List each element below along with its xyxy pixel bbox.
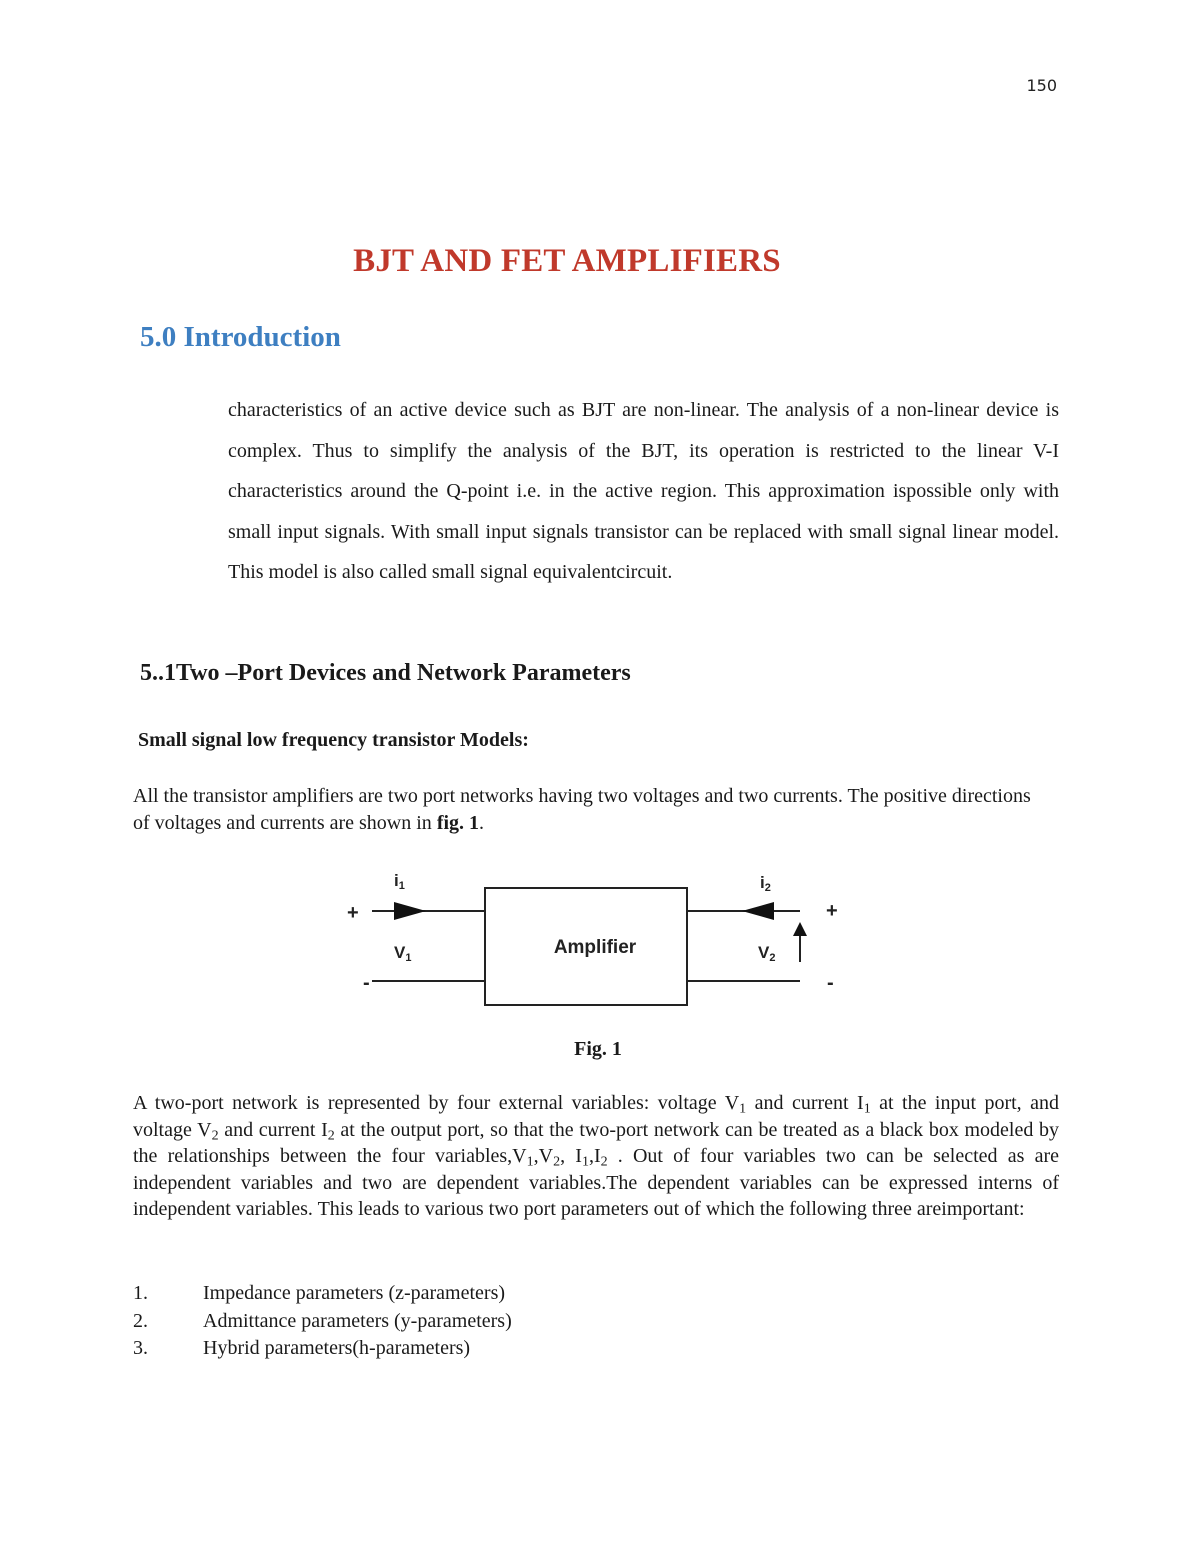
- amplifier-label: Amplifier: [553, 937, 637, 958]
- output-voltage-arrow-icon: [793, 922, 807, 936]
- para2-text: ,V: [533, 1145, 554, 1167]
- input-minus-sign: -: [363, 972, 370, 994]
- para2-text: ,I: [588, 1145, 601, 1167]
- page-number: 150: [1026, 76, 1057, 95]
- input-current-label: i1: [394, 871, 405, 892]
- section-heading-introduction: 5.0 Introduction: [140, 321, 341, 353]
- para2-text: at the input port, and voltage V: [133, 1092, 1060, 1141]
- input-plus-sign: +: [347, 902, 359, 924]
- para2-subscript: 1: [739, 1101, 747, 1117]
- body-paragraph: [133, 783, 1033, 837]
- intro-paragraph: characteristics of an active device such as BJT are non-linear. The analysis of a non-linear device is complex. Thus to simplify the analysis of the BJT, its operation is restricted to the linear V-I characteristics around the Q-point i.e. in the active region. This approximation ispossible only with small input signals. With small input signals transistor can be replaced with small signal linear model. This model is also called small signal equivalentcircuit.: [228, 399, 1059, 584]
- para2-subscript: 1: [863, 1101, 871, 1117]
- output-plus-sign: +: [826, 900, 838, 922]
- figure-reference: fig. 1: [436, 812, 480, 834]
- para2-subscript: 2: [211, 1128, 219, 1143]
- para2-subscript: 1: [581, 1154, 589, 1170]
- para2-text: at the output port, so that the two-port network can be treated as a black box modeled by the relationships between the four variables,V: [133, 1118, 1060, 1167]
- list-item-label: Impedance parameters (z-parameters): [203, 1282, 506, 1304]
- para2-text: and current I: [746, 1092, 864, 1114]
- para2-text: . Out of four variables two can be selected as are independent variables and two are dependent variables.The dependent variables can be expressed interns of independent variables. This leads to various two port parameters out of which the following three areimportant:: [133, 1145, 1059, 1220]
- para2-text: , I: [560, 1145, 582, 1167]
- output-current-label: i2: [760, 873, 771, 894]
- list-item-number: 1.: [133, 1282, 148, 1304]
- para2-subscript: 1: [526, 1154, 534, 1170]
- input-voltage-label: V1: [394, 943, 412, 964]
- input-current-arrow-icon: [394, 902, 426, 920]
- output-current-arrow-icon: [742, 902, 774, 920]
- para2-subscript: 2: [553, 1154, 561, 1170]
- body-text-after: .: [479, 812, 485, 834]
- para2-text: A two-port network is represented by four external variables: voltage V: [133, 1092, 740, 1114]
- sub-subheading-models: Small signal low frequency transistor Models:: [138, 729, 529, 751]
- list-item-number: 3.: [133, 1337, 148, 1359]
- list-item: [133, 1308, 512, 1336]
- two-port-figure: [330, 858, 870, 1018]
- list-item: [133, 1335, 512, 1363]
- body-text-before: All the transistor amplifiers are two port networks having two voltages and two currents. The positive directions of voltages and currents are shown in: [133, 785, 1031, 834]
- para2-subscript: 2: [600, 1154, 608, 1170]
- list-item-label: Hybrid parameters(h-parameters): [203, 1337, 471, 1359]
- output-voltage-label: V2: [758, 943, 776, 964]
- figure-caption: Fig. 1: [574, 1038, 622, 1060]
- subsection-heading-two-port: 5..1Two –Port Devices and Network Parameters: [140, 660, 631, 686]
- output-minus-sign: -: [827, 972, 834, 994]
- para2-subscript: 2: [327, 1128, 335, 1143]
- list-item-label: Admittance parameters (y-parameters): [203, 1309, 512, 1332]
- parameter-list: [133, 1280, 512, 1363]
- list-item: [133, 1280, 512, 1308]
- amplifier-diagram: [330, 858, 870, 1018]
- list-item-number: 2.: [133, 1309, 148, 1332]
- document-title: BJT AND FET AMPLIFIERS: [353, 243, 781, 279]
- para2-text: and current I: [218, 1118, 328, 1141]
- two-port-paragraph: [133, 1090, 1059, 1223]
